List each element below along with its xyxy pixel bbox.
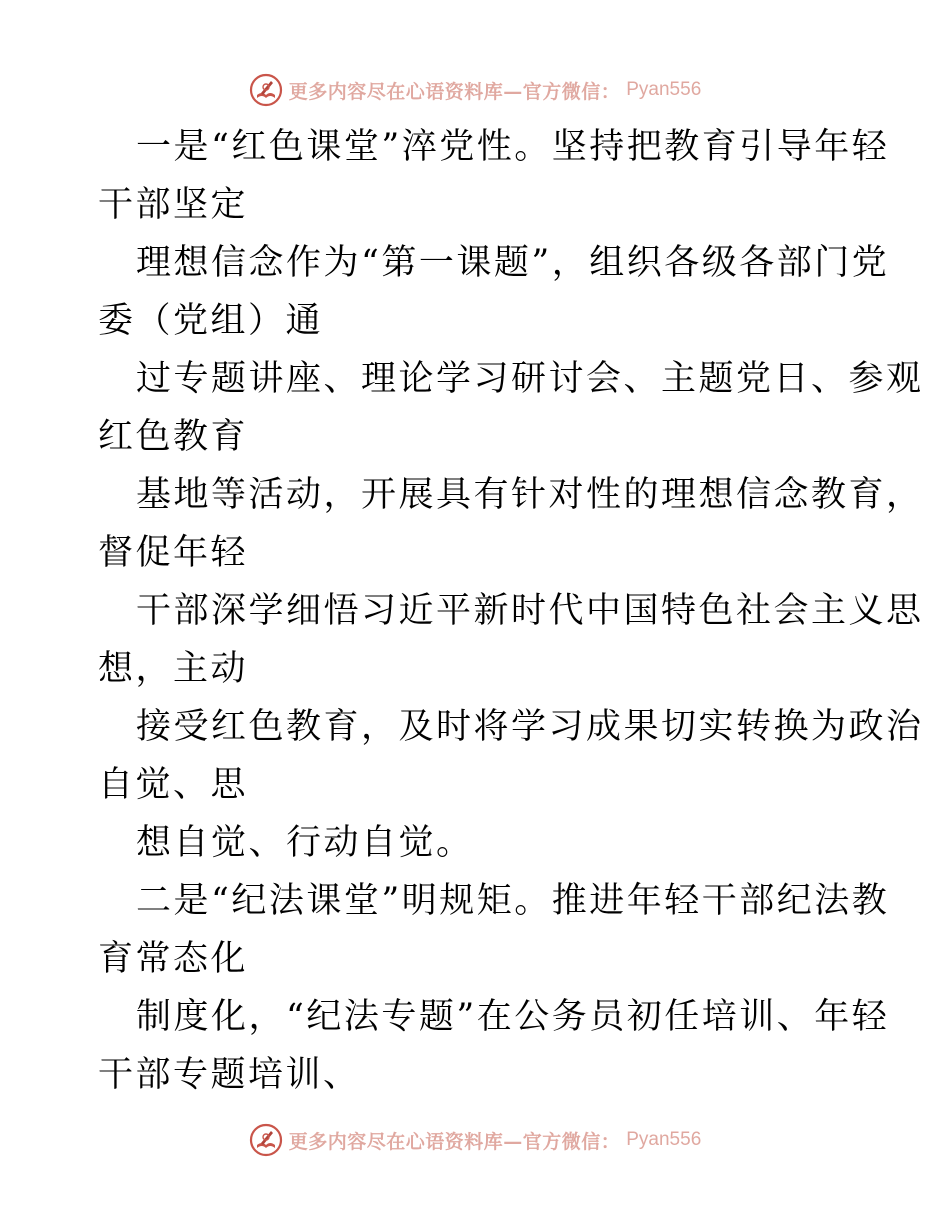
- watermark-wechat-id: Pyan556: [626, 1129, 702, 1150]
- text-line: 育常态化: [98, 939, 249, 979]
- text-line: 委（党组）通: [98, 301, 324, 341]
- text-line: 想，主动: [98, 649, 249, 689]
- text-line: 二是“纪法课堂”明规矩。推进年轻干部纪法教: [136, 881, 890, 921]
- text-line: 接受红色教育，及时将学习成果切实转换为政治: [136, 707, 924, 747]
- text-line: 一是“红色课堂”淬党性。坚持把教育引导年轻: [136, 127, 890, 167]
- text-line: 自觉、思: [98, 765, 249, 805]
- text-line: 想自觉、行动自觉。: [136, 823, 474, 863]
- text-line: 制度化，“纪法专题”在公务员初任培训、年轻: [136, 997, 890, 1037]
- text-line: 干部专题培训、: [98, 1055, 361, 1095]
- book-pen-logo-icon: [249, 1123, 283, 1157]
- watermark-text: 更多内容尽在心语资料库—官方微信：: [288, 80, 621, 103]
- text-line: 过专题讲座、理论学习研讨会、主题党日、参观: [136, 359, 924, 399]
- text-line: 干部坚定: [98, 185, 249, 225]
- text-line: 红色教育: [98, 417, 249, 457]
- watermark-text: 更多内容尽在心语资料库—官方微信：: [288, 1130, 621, 1153]
- footer-watermark: [0, 1120, 950, 1160]
- text-line: 基地等活动，开展具有针对性的理想信念教育，: [136, 475, 924, 515]
- text-line: 督促年轻: [98, 533, 249, 573]
- text-line: 干部深学细悟习近平新时代中国特色社会主义思: [136, 591, 924, 631]
- book-pen-logo-icon: [249, 73, 283, 107]
- watermark-wechat-id: Pyan556: [626, 79, 702, 100]
- text-line: 理想信念作为“第一课题”，组织各级各部门党: [136, 243, 890, 283]
- header-watermark: [0, 70, 950, 110]
